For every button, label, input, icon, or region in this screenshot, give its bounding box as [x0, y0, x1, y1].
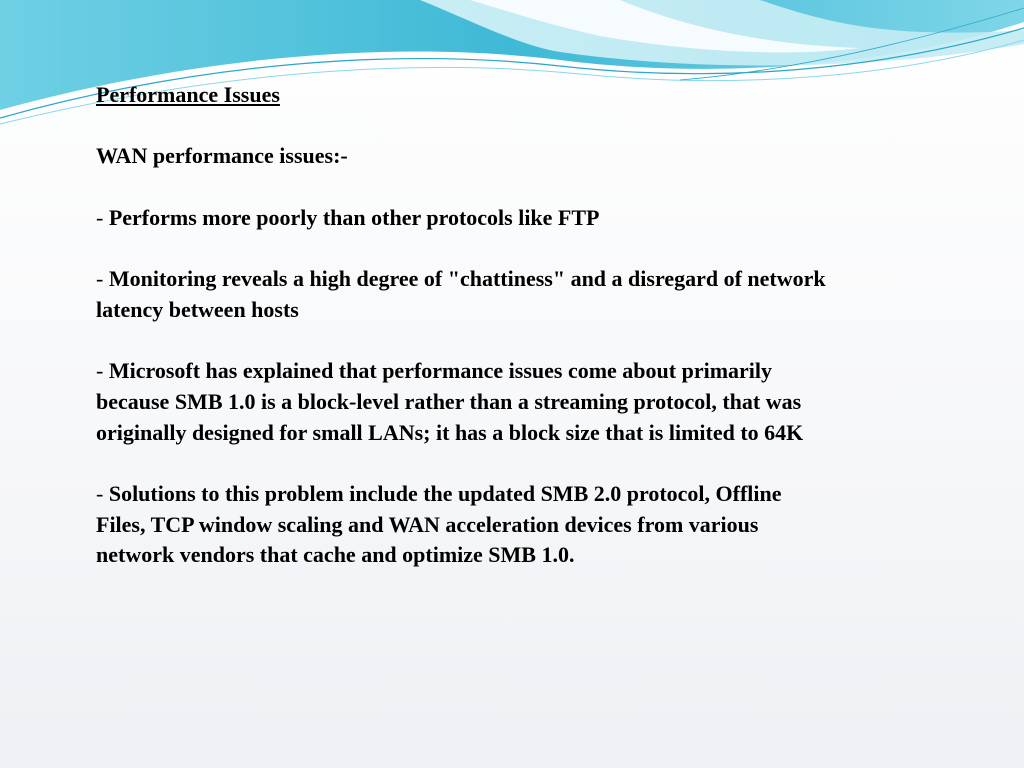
bullet-marker: - [96, 358, 109, 384]
bullet-marker: - [96, 481, 109, 507]
bullet-text: Monitoring reveals a high degree of "chattiness" and a disregard of network latency between hosts [96, 266, 826, 322]
slide-title: Performance Issues [96, 82, 280, 107]
bullet-text: Performs more poorly than other protocols like FTP [108, 204, 600, 230]
bullet-text: Solutions to this problem include the updated SMB 2.0 protocol, Offline Files, TCP window scaling and WAN acceleration devices from various network vendors that cache and optimize SMB 1.0. [96, 481, 782, 568]
bullet-item [96, 479, 836, 571]
bullet-text: Microsoft has explained that performance issues come about primarily because SMB 1.0 is a block-level rather than a streaming protocol, that was originally designed for small LANs; it has a block size that is limited to 64K [96, 358, 804, 445]
bullet-marker: - [96, 204, 109, 230]
bullet-marker: - [96, 266, 109, 292]
bullet-item [96, 203, 836, 234]
slide-content [96, 80, 836, 602]
bullet-item [96, 356, 836, 448]
bullet-item [96, 264, 836, 325]
slide-subtitle: WAN performance issues:- [96, 143, 348, 169]
